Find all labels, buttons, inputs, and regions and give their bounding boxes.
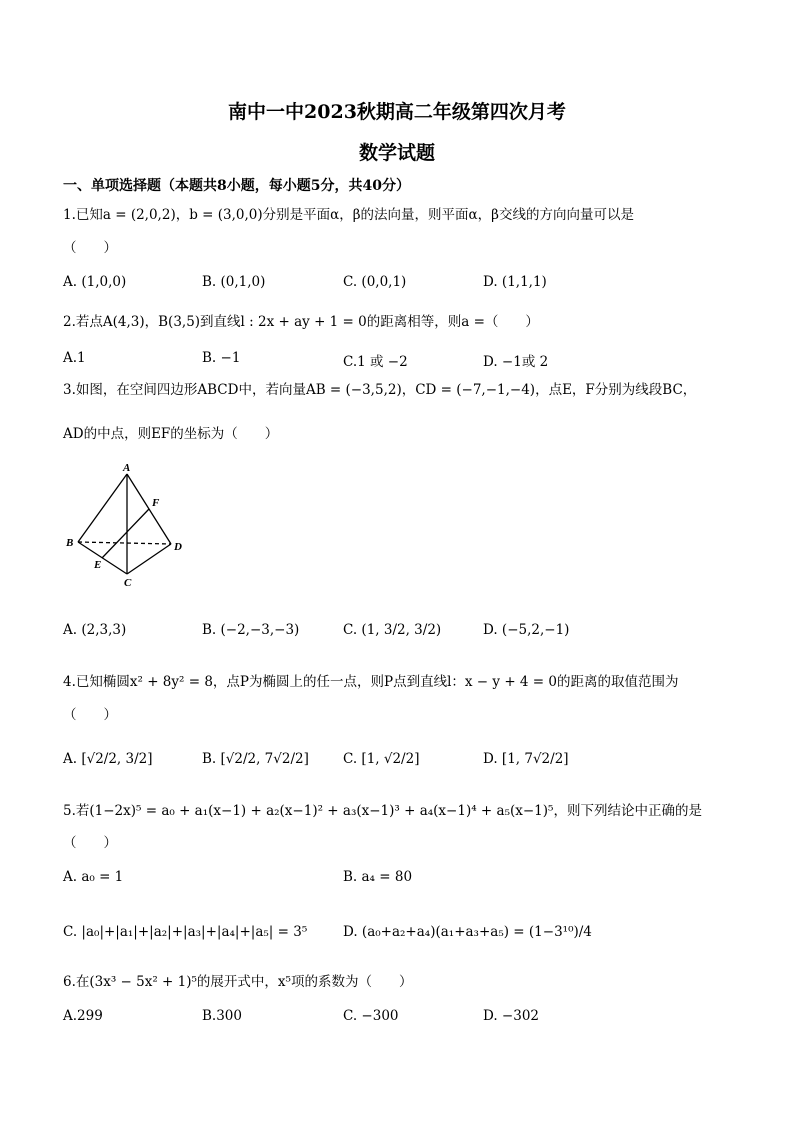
- question-1-stem: 1.已知a = (2,0,2)，b = (3,0,0)分别是平面α，β的法向量，则平面α，β交线的方向向量可以是: [63, 207, 634, 223]
- vertex-label-c: C: [124, 577, 132, 589]
- vertex-label-d: D: [174, 541, 182, 553]
- q6-option-b[interactable]: B.300: [202, 1008, 242, 1024]
- exam-subtitle: 数学试题: [358, 142, 435, 164]
- question-3-stem-line2: AD的中点，则EF的坐标为（ ）: [63, 426, 279, 442]
- q4-option-b[interactable]: B. [√2/2, 7√2/2]: [202, 751, 309, 767]
- answer-paren: （ ）: [63, 707, 117, 723]
- question-5-stem: 5.若(1−2x)⁵ = a₀ + a₁(x−1) + a₂(x−1)² + a₃(x−1)³ + a₄(x−1)⁴ + a₅(x−1)⁵，则下列结论中正确的是: [63, 803, 702, 819]
- q2-option-d[interactable]: D. −1或 2: [483, 354, 549, 370]
- section-heading: 一、单项选择题（本题共8小题，每小题5分，共40分）: [63, 178, 410, 194]
- q4-option-a[interactable]: A. [√2/2, 3/2]: [63, 751, 153, 767]
- answer-paren: （ ）: [63, 240, 117, 256]
- q1-option-a[interactable]: A. (1,0,0): [63, 274, 127, 290]
- q1-option-b[interactable]: B. (0,1,0): [202, 274, 266, 290]
- q2-option-a[interactable]: A.1: [63, 350, 86, 366]
- q4-option-c[interactable]: C. [1, √2/2]: [343, 751, 420, 767]
- q5-option-a[interactable]: A. a₀ = 1: [63, 869, 124, 885]
- q1-option-c[interactable]: C. (0,0,1): [343, 274, 407, 290]
- tetrahedron-figure: [60, 460, 190, 590]
- q3-option-d[interactable]: D. (−5,2,−1): [483, 622, 570, 638]
- q5-option-c[interactable]: C. |a₀|+|a₁|+|a₂|+|a₃|+|a₄|+|a₅| = 3⁵: [63, 924, 308, 940]
- q1-option-d[interactable]: D. (1,1,1): [483, 274, 547, 290]
- q2-option-c[interactable]: C.1 或 −2: [343, 354, 408, 370]
- q4-option-d[interactable]: D. [1, 7√2/2]: [483, 751, 569, 767]
- q6-option-c[interactable]: C. −300: [343, 1008, 399, 1024]
- vertex-label-a: A: [123, 462, 131, 474]
- exam-title: 南中一中2023秋期高二年级第四次月考: [228, 101, 566, 123]
- point-label-f: F: [152, 497, 160, 509]
- question-2-stem: 2.若点A(4,3)，B(3,5)到直线l : 2x + ay + 1 = 0的距离相等，则a =（ ）: [63, 314, 539, 330]
- q3-option-c[interactable]: C. (1, 3/2, 3/2): [343, 622, 442, 638]
- q3-option-b[interactable]: B. (−2,−3,−3): [202, 622, 300, 638]
- q3-option-a[interactable]: A. (2,3,3): [63, 622, 127, 638]
- question-6-stem: 6.在(3x³ − 5x² + 1)⁵的展开式中，x⁵项的系数为（ ）: [63, 974, 413, 990]
- question-4-stem: 4.已知椭圆x² + 8y² = 8，点P为椭圆上的任一点，则P点到直线l：x − y + 4 = 0的距离的取值范围为: [63, 674, 679, 690]
- q5-option-b[interactable]: B. a₄ = 80: [343, 869, 413, 885]
- answer-paren: （ ）: [63, 835, 117, 851]
- q6-option-a[interactable]: A.299: [63, 1008, 103, 1024]
- question-3-stem-line1: 3.如图，在空间四边形ABCD中，若向量AB = (−3,5,2)，CD = (−7,−1,−4)，点E，F分别为线段BC，: [63, 382, 697, 398]
- q6-option-d[interactable]: D. −302: [483, 1008, 540, 1024]
- q5-option-d[interactable]: D. (a₀+a₂+a₄)(a₁+a₃+a₅) = (1−3¹⁰)/4: [343, 924, 592, 940]
- vertex-label-b: B: [66, 537, 74, 549]
- q2-option-b[interactable]: B. −1: [202, 350, 241, 366]
- point-label-e: E: [94, 559, 102, 571]
